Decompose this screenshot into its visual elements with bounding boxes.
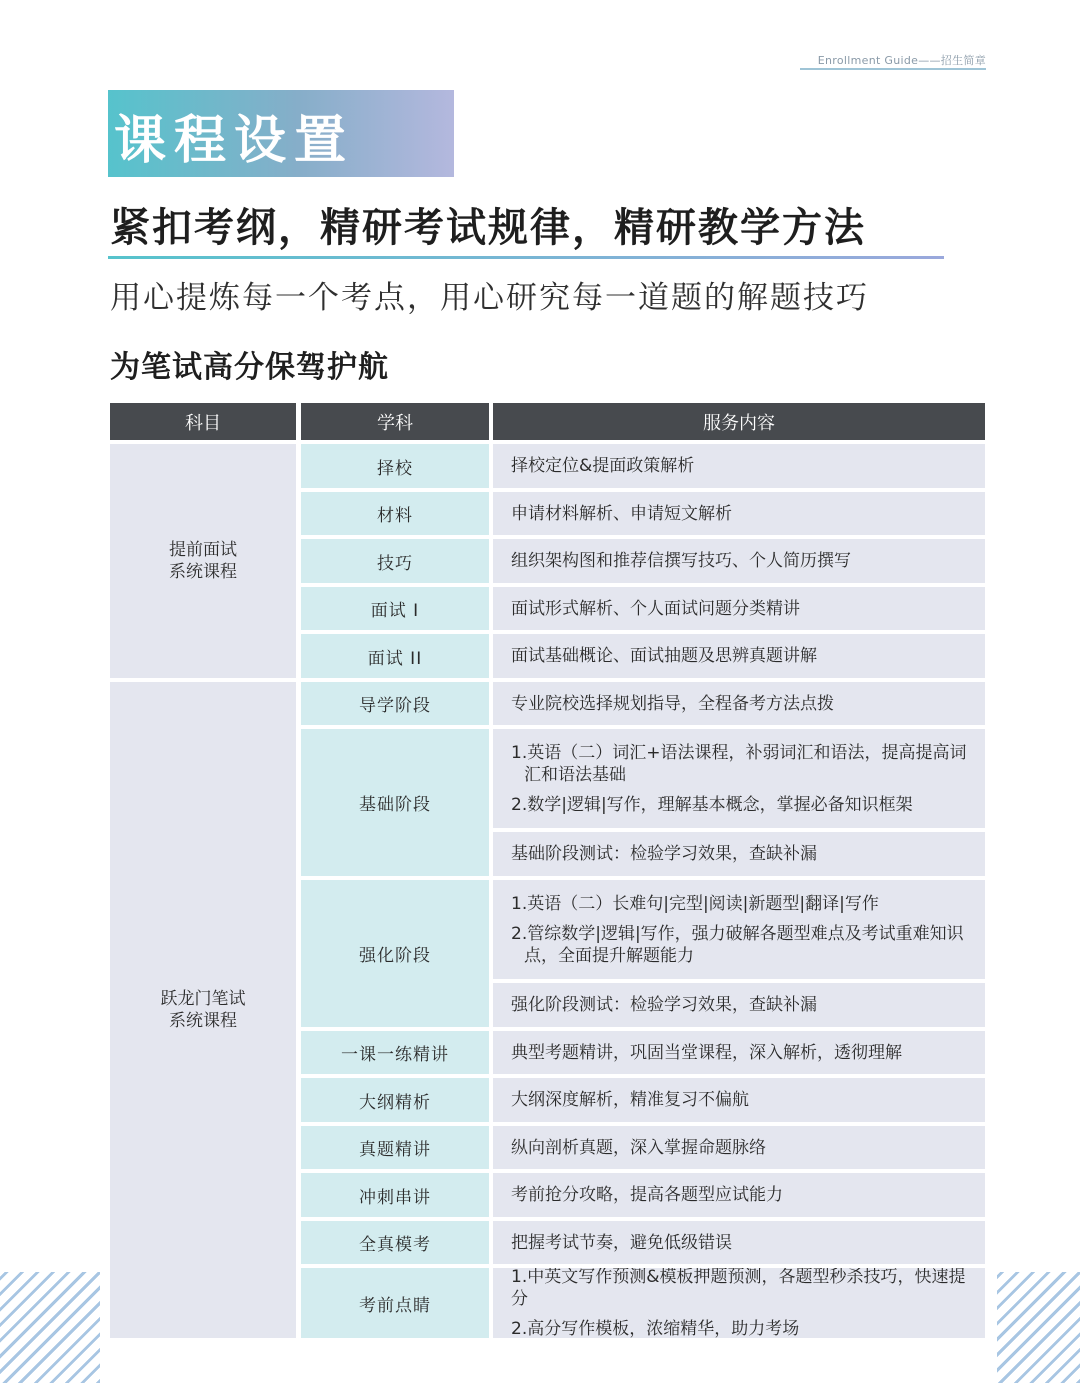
subject-cell: 导学阶段: [301, 682, 489, 725]
decorative-hatch-right: [997, 1272, 1080, 1383]
content-cell: 强化阶段测试：检验学习效果，查缺补漏: [493, 983, 985, 1027]
subject-cell: 技巧: [301, 539, 489, 583]
column-header-subject-area: 科目: [110, 403, 296, 440]
content-line: 1.英语（二）词汇+语法课程，补弱词汇和语法，提高提高词汇和语法基础: [511, 742, 967, 785]
content-line: 2.管综数学|逻辑|写作，强力破解各题型难点及考试重难知识点，全面提升解题能力: [511, 923, 964, 966]
subject-cell: 强化阶段: [301, 880, 489, 1027]
enrollment-guide-label: Enrollment Guide——招生简章: [800, 52, 986, 70]
content-cell: 纵向剖析真题，深入掌握命题脉络: [493, 1126, 985, 1169]
subject-cell: 材料: [301, 492, 489, 535]
content-cell: 考前抢分攻略，提高各题型应试能力: [493, 1173, 985, 1217]
subject-cell: 一课一练精讲: [301, 1031, 489, 1074]
content-cell: 把握考试节奏，避免低级错误: [493, 1221, 985, 1264]
content-line: 1.中英文写作预测&模板押题预测，各题型秒杀技巧，快速提分: [511, 1268, 966, 1309]
section-title: 为笔试高分保驾护航: [110, 350, 389, 385]
decorative-hatch-left: [0, 1272, 100, 1383]
content-cell: 申请材料解析、申请短文解析: [493, 492, 985, 535]
column-header-service: 服务内容: [493, 403, 985, 440]
category-early-interview: 提前面试 系统课程: [110, 444, 296, 678]
subject-cell: 冲刺串讲: [301, 1173, 489, 1217]
content-cell: 组织架构图和推荐信撰写技巧、个人简历撰写: [493, 539, 985, 583]
subject-cell: 面试 I: [301, 587, 489, 630]
content-cell: [493, 880, 985, 979]
content-cell: 典型考题精讲，巩固当堂课程，深入解析，透彻理解: [493, 1031, 985, 1074]
page-heading: 紧扣考纲，精研考试规律，精研教学方法: [110, 205, 866, 251]
content-cell: 面试形式解析、个人面试问题分类精讲: [493, 587, 985, 630]
subject-cell: 全真模考: [301, 1221, 489, 1264]
column-header-discipline: 学科: [301, 403, 489, 440]
banner-title: 课程设置: [114, 111, 355, 171]
heading-underline: [108, 256, 944, 259]
content-cell: [493, 729, 985, 828]
subject-cell: 考前点睛: [301, 1268, 489, 1338]
subject-cell: 大纲精析: [301, 1078, 489, 1122]
content-cell: 大纲深度解析，精准复习不偏航: [493, 1078, 985, 1122]
subject-cell: 面试 II: [301, 634, 489, 678]
content-line: 2.高分写作模板，浓缩精华，助力考场: [511, 1319, 800, 1338]
category-written-exam: 跃龙门笔试 系统课程: [110, 682, 296, 1338]
content-line: 1.英语（二）长难句|完型|阅读|新题型|翻译|写作: [511, 893, 879, 914]
page-subheading: 用心提炼每一个考点，用心研究每一道题的解题技巧: [110, 280, 869, 316]
content-line: 2.数学|逻辑|写作，理解基本概念，掌握必备知识框架: [511, 794, 913, 815]
subject-cell: 真题精讲: [301, 1126, 489, 1169]
content-cell: 基础阶段测试：检验学习效果，查缺补漏: [493, 832, 985, 876]
subject-cell: 基础阶段: [301, 729, 489, 876]
content-cell: 择校定位&提面政策解析: [493, 444, 985, 488]
content-cell: 面试基础概论、面试抽题及思辨真题讲解: [493, 634, 985, 678]
subject-cell: 择校: [301, 444, 489, 488]
content-cell: 专业院校选择规划指导，全程备考方法点拨: [493, 682, 985, 725]
content-cell: [493, 1268, 985, 1338]
